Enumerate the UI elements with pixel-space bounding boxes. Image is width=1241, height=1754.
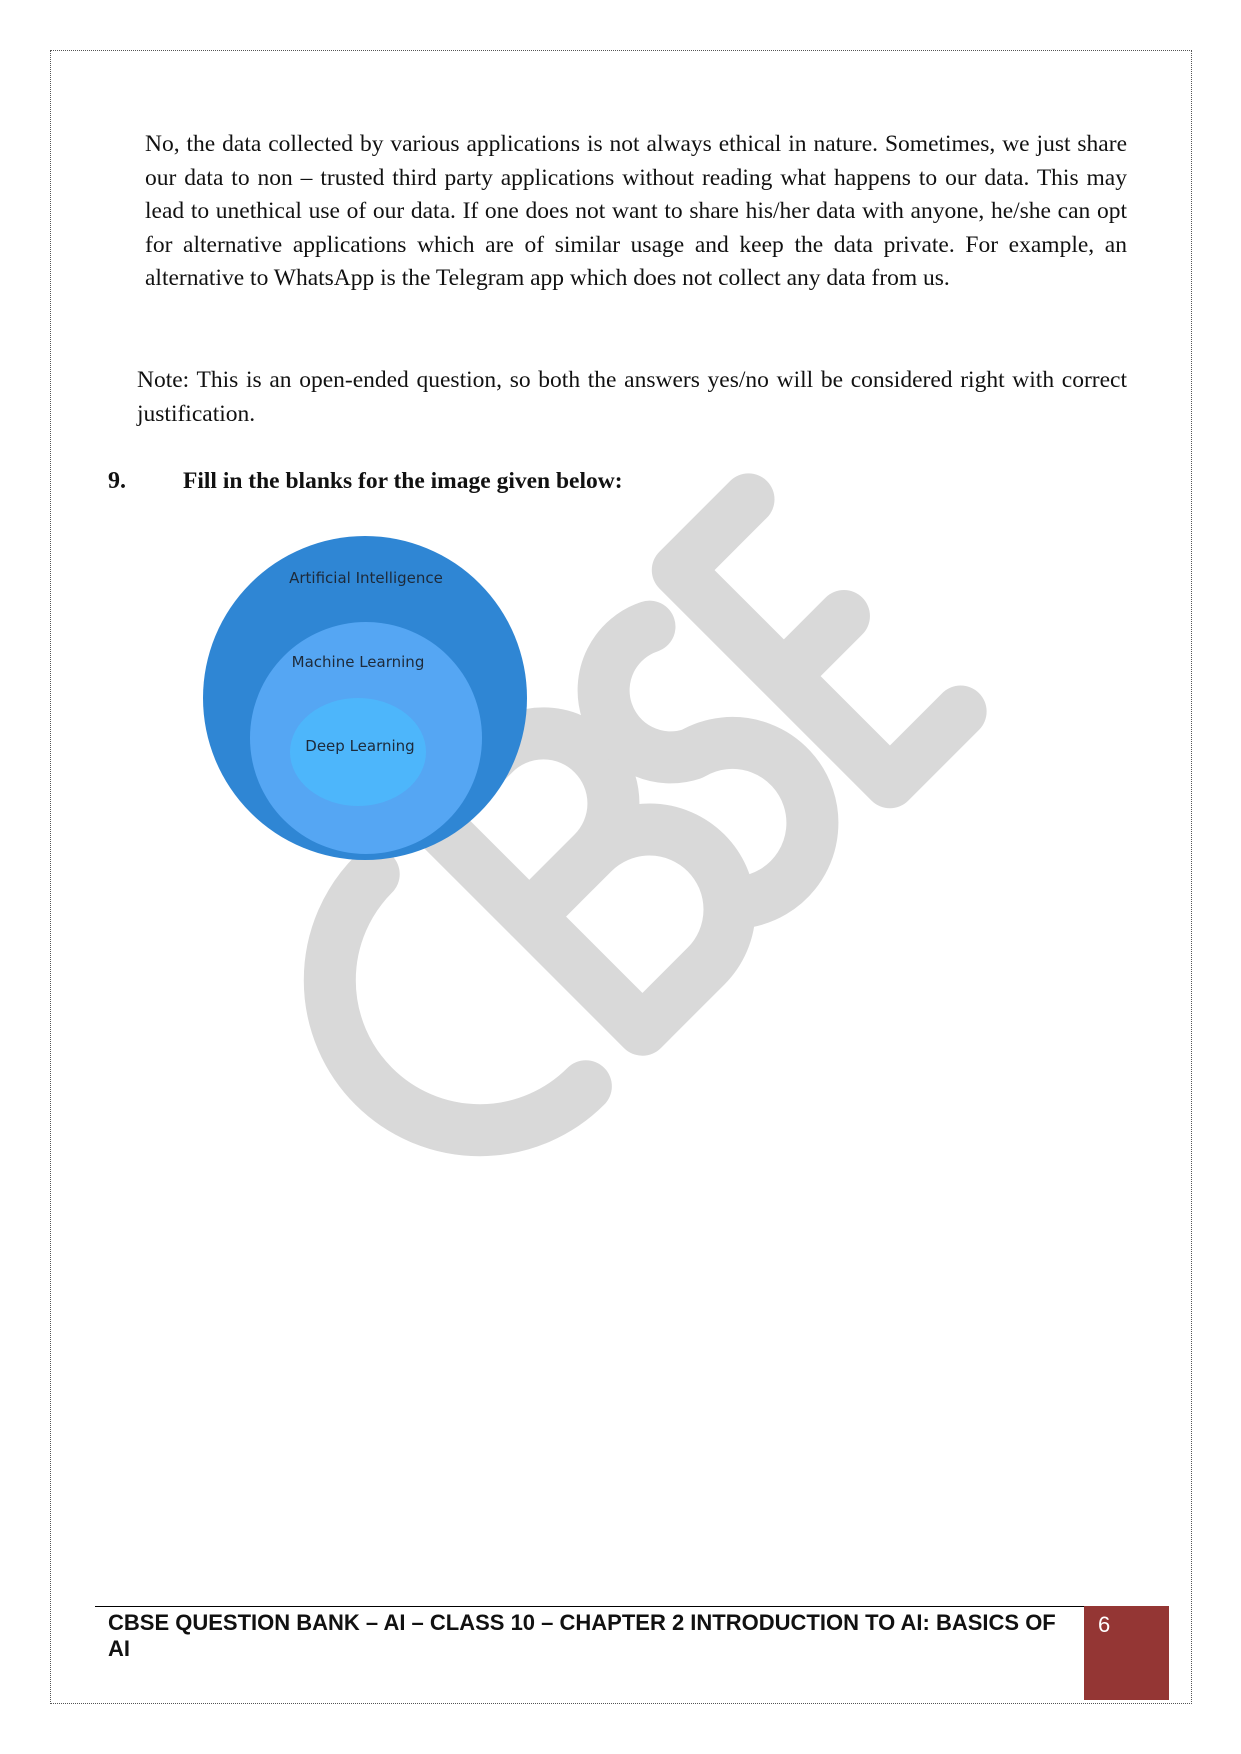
ai-ml-dl-diagram [190, 530, 550, 870]
question-number: 9. [108, 468, 126, 494]
page-border [50, 50, 1192, 1704]
footer-rule [95, 1606, 1085, 1607]
note-paragraph: Note: This is an open-ended question, so both the answers yes/no will be considered right with correct justification. [137, 367, 1127, 427]
answer-paragraph: No, the data collected by various applications is not always ethical in nature. Sometimes, we just share our data to non – trusted third party applications without reading what happens to our data. This may lead to unethical use of our data. If one does not want to share his/her data with anyone, he/she can opt for alternative applications which are of similar usage and keep the data private. For example, an alternative to WhatsApp is the Telegram app which does not collect any data from us. [145, 131, 1127, 292]
deep-learning-label: Deep Learning [305, 737, 415, 755]
artificial-intelligence-label: Artificial Intelligence [289, 569, 443, 587]
footer-title: CBSE QUESTION BANK – AI – CLASS 10 – CHAPTER 2 INTRODUCTION TO AI: BASICS OF AI [108, 1610, 1056, 1661]
question-text: Fill in the blanks for the image given below: [183, 468, 623, 494]
machine-learning-label: Machine Learning [291, 653, 425, 671]
page-number-badge [1084, 1606, 1169, 1700]
page-number: 6 [1098, 1612, 1111, 1637]
